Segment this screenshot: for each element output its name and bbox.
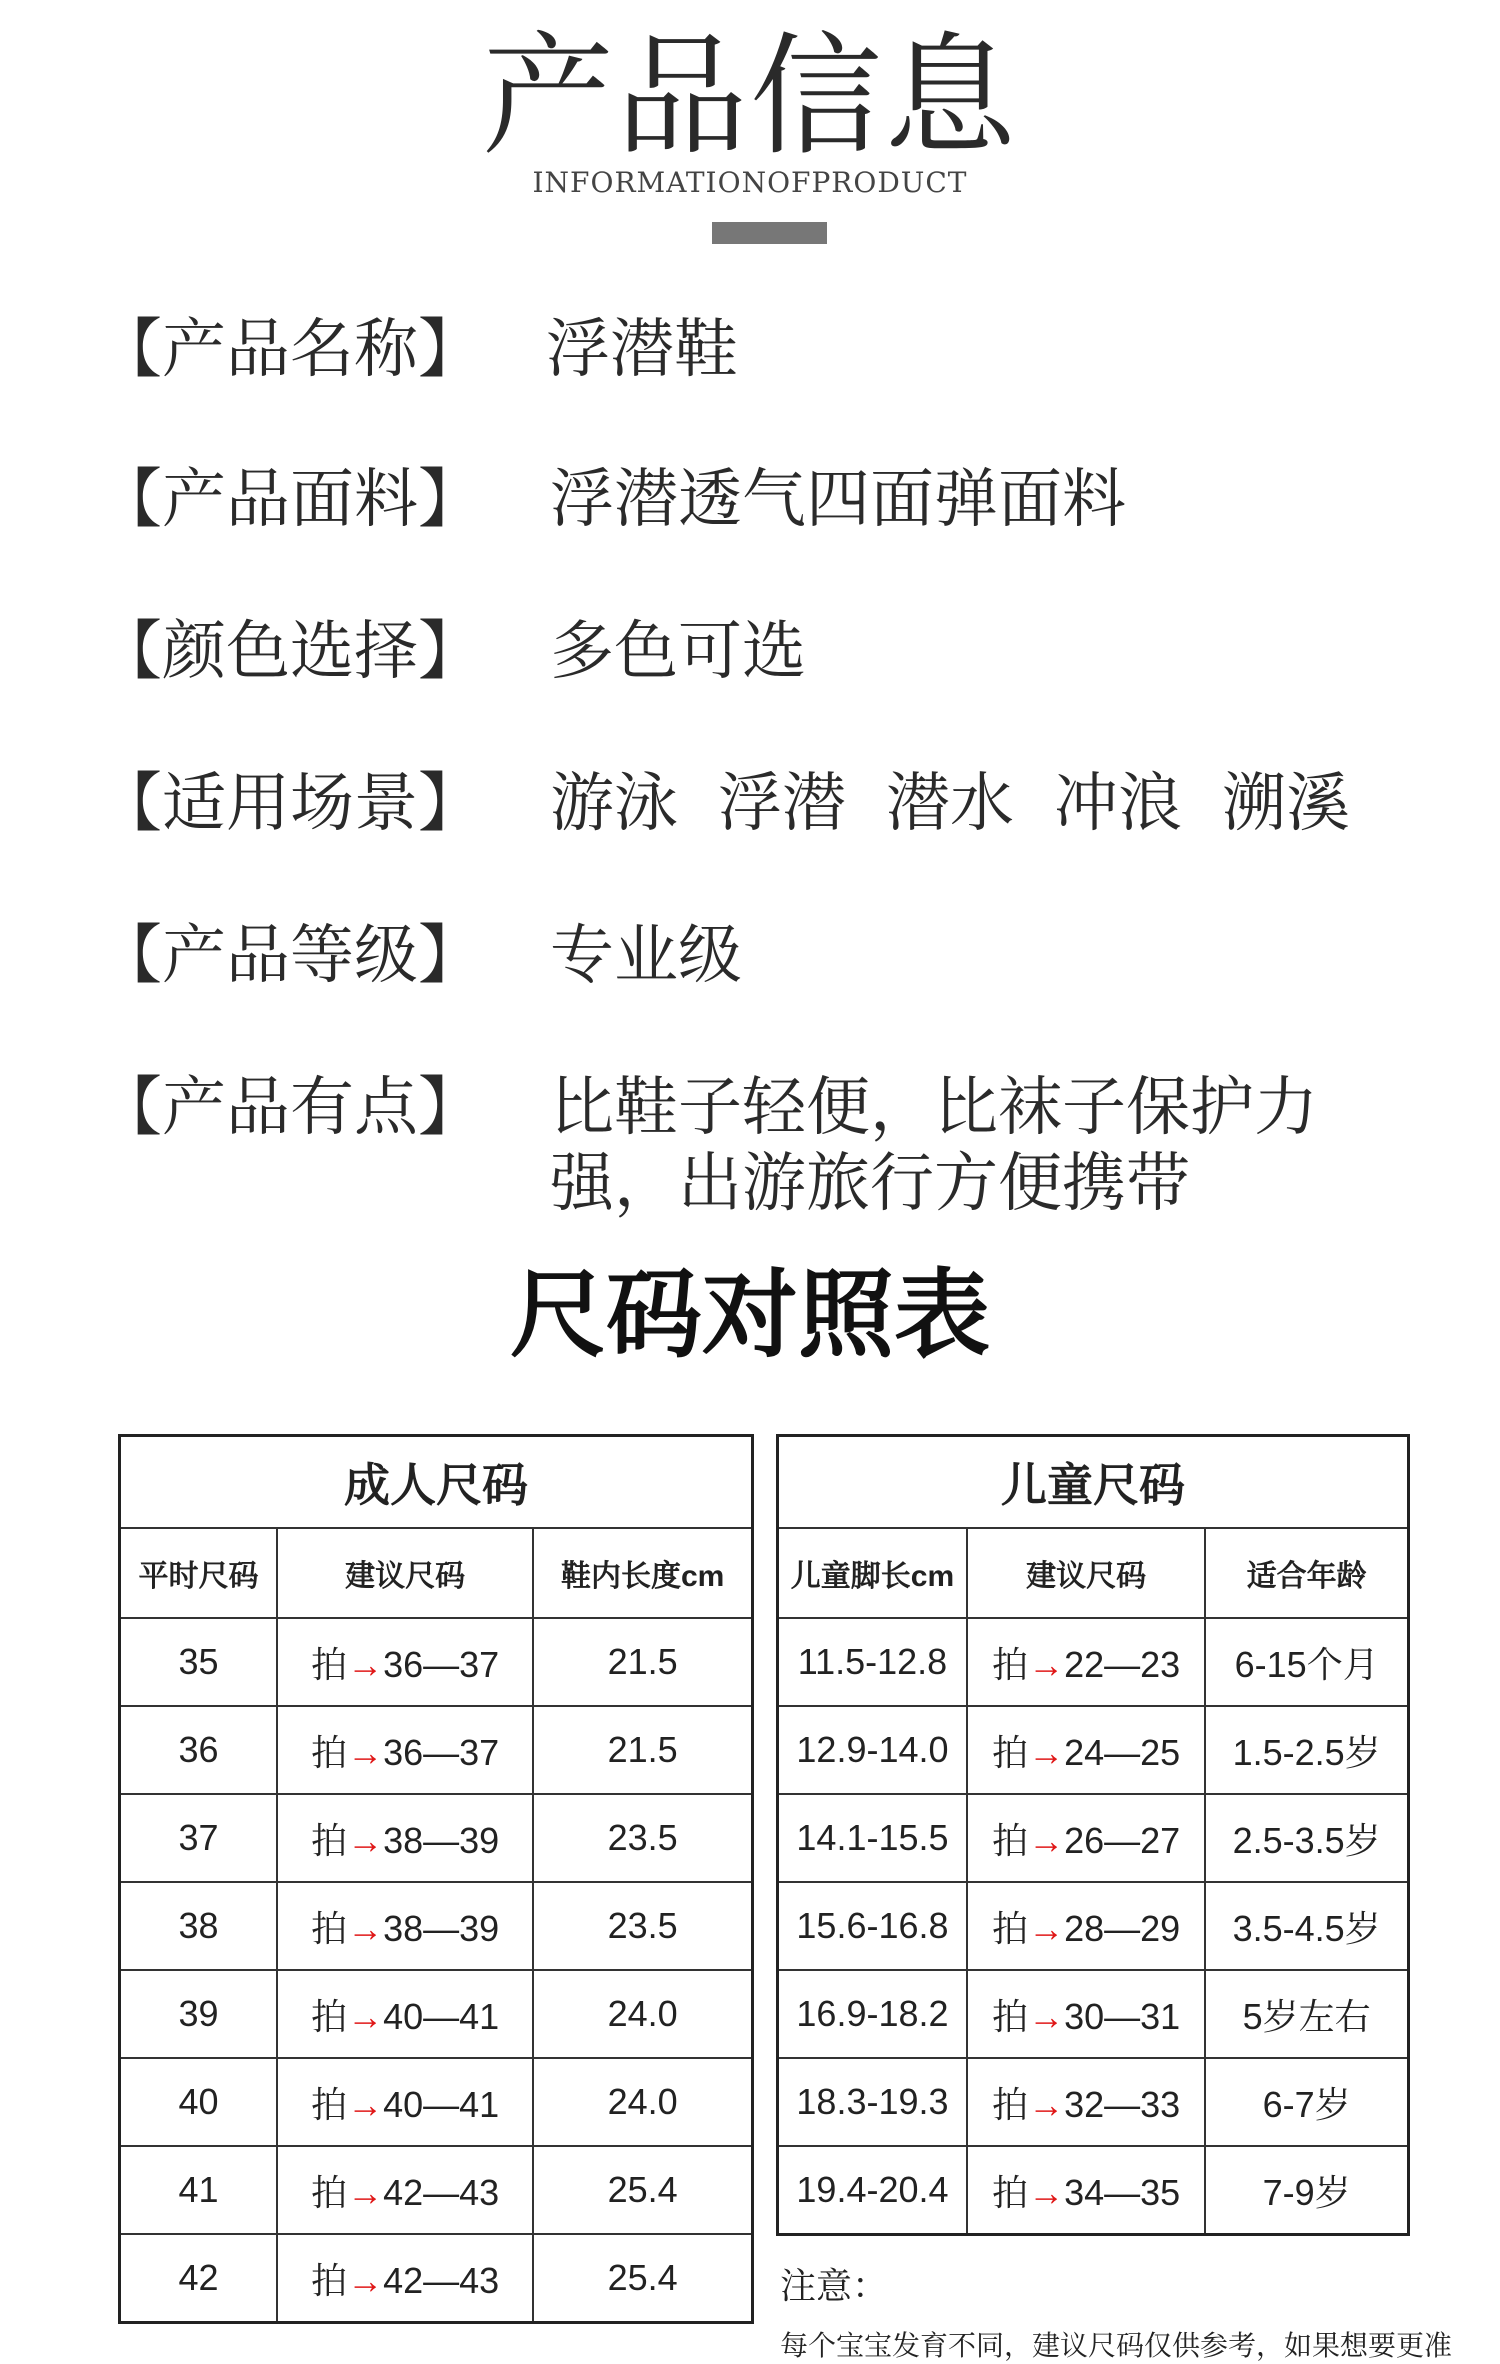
column-header: 鞋内长度cm xyxy=(533,1528,752,1618)
note-label: 注意： xyxy=(780,2266,889,2307)
table-row xyxy=(120,1970,753,2058)
info-value: 浮潜透气四面弹面料 xyxy=(550,463,1126,537)
table-cell: 23.5 xyxy=(533,1794,752,1882)
take-label: 拍 xyxy=(311,1907,348,1949)
page-subtitle: INFORMATIONOFPRODUCT xyxy=(532,166,968,199)
column-header: 儿童脚长cm xyxy=(778,1528,967,1618)
suggested-size-range: 40—41 xyxy=(383,1995,500,2037)
table-cell: 25.4 xyxy=(533,2234,752,2323)
info-label: 【产品有点】 xyxy=(98,1071,482,1145)
table-row xyxy=(778,1706,1409,1794)
table-cell: 25.4 xyxy=(533,2146,752,2234)
table-row xyxy=(120,2146,753,2234)
arrow-right-icon: → xyxy=(347,2171,384,2213)
table-cell: 42 xyxy=(120,2234,277,2323)
scene-tag: 冲浪 xyxy=(1054,767,1182,841)
suggested-size-cell xyxy=(967,2146,1205,2235)
take-label: 拍 xyxy=(311,1819,348,1861)
table-row xyxy=(120,1794,753,1882)
scene-tag: 游泳 xyxy=(550,767,678,841)
info-label: 【产品名称】 xyxy=(98,313,482,387)
table-cell: 21.5 xyxy=(533,1618,752,1706)
arrow-right-icon: → xyxy=(347,1731,384,1773)
suggested-size-cell xyxy=(967,1970,1205,2058)
table-cell: 14.1-15.5 xyxy=(778,1794,967,1882)
column-header: 平时尺码 xyxy=(120,1528,277,1618)
take-label: 拍 xyxy=(992,1731,1029,1773)
table-row xyxy=(778,2058,1409,2146)
suggested-size-range: 24—25 xyxy=(1064,1731,1181,1773)
arrow-right-icon: → xyxy=(347,1819,384,1861)
table-row xyxy=(778,1618,1409,1706)
arrow-right-icon: → xyxy=(347,2259,384,2301)
table-cell: 24.0 xyxy=(533,1970,752,2058)
arrow-right-icon: → xyxy=(347,1995,384,2037)
scene-tag: 浮潜 xyxy=(718,767,846,841)
arrow-right-icon: → xyxy=(1028,1731,1065,1773)
table-row xyxy=(120,1882,753,1970)
take-label: 拍 xyxy=(311,1731,348,1773)
suggested-size-cell xyxy=(277,1794,533,1882)
info-label: 【适用场景】 xyxy=(98,767,482,841)
table-cell: 40 xyxy=(120,2058,277,2146)
table-row xyxy=(120,2058,753,2146)
table-cell: 39 xyxy=(120,1970,277,2058)
suggested-size-cell xyxy=(277,2146,533,2234)
take-label: 拍 xyxy=(311,2171,348,2213)
suggested-size-range: 22—23 xyxy=(1064,1643,1181,1685)
take-label: 拍 xyxy=(311,1643,348,1685)
suggested-size-cell xyxy=(277,1970,533,2058)
table-caption-row xyxy=(778,1436,1409,1529)
adult-size-table xyxy=(118,1434,754,2324)
table-caption: 儿童尺码 xyxy=(778,1436,1409,1529)
info-value: 比鞋子轻便，比袜子保护力强，出游旅行方便携带 xyxy=(550,1071,1318,1221)
table-cell: 11.5-12.8 xyxy=(778,1618,967,1706)
arrow-right-icon: → xyxy=(1028,2083,1065,2125)
suggested-size-range: 40—41 xyxy=(383,2083,500,2125)
suggested-size-range: 34—35 xyxy=(1064,2171,1181,2213)
arrow-right-icon: → xyxy=(1028,1643,1065,1685)
table-row xyxy=(778,1882,1409,1970)
info-value: 专业级 xyxy=(550,919,742,993)
suggested-size-range: 38—39 xyxy=(383,1907,500,1949)
table-cell: 38 xyxy=(120,1882,277,1970)
size-chart-title: 尺码对照表 xyxy=(510,1259,990,1371)
take-label: 拍 xyxy=(992,2171,1029,2213)
table-cell: 1.5-2.5岁 xyxy=(1205,1706,1408,1794)
arrow-right-icon: → xyxy=(1028,2171,1065,2213)
table-row xyxy=(778,1794,1409,1882)
table-cell: 15.6-16.8 xyxy=(778,1882,967,1970)
take-label: 拍 xyxy=(992,1643,1029,1685)
table-caption-row xyxy=(120,1436,753,1529)
take-label: 拍 xyxy=(311,2083,348,2125)
suggested-size-range: 38—39 xyxy=(383,1819,500,1861)
info-label: 【颜色选择】 xyxy=(98,615,482,689)
table-header-row xyxy=(778,1528,1409,1618)
suggested-size-cell xyxy=(277,1618,533,1706)
scene-tags xyxy=(550,766,1450,842)
table-row xyxy=(778,2146,1409,2235)
take-label: 拍 xyxy=(992,1995,1029,2037)
table-cell: 18.3-19.3 xyxy=(778,2058,967,2146)
suggested-size-range: 36—37 xyxy=(383,1731,500,1773)
column-header: 适合年龄 xyxy=(1205,1528,1408,1618)
suggested-size-range: 42—43 xyxy=(383,2259,500,2301)
column-header: 建议尺码 xyxy=(967,1528,1205,1618)
table-cell: 37 xyxy=(120,1794,277,1882)
suggested-size-range: 30—31 xyxy=(1064,1995,1181,2037)
table-row xyxy=(120,1706,753,1794)
table-cell: 36 xyxy=(120,1706,277,1794)
take-label: 拍 xyxy=(311,2259,348,2301)
table-cell: 23.5 xyxy=(533,1882,752,1970)
info-value: 多色可选 xyxy=(550,615,806,689)
suggested-size-cell xyxy=(277,1706,533,1794)
suggested-size-cell xyxy=(277,2058,533,2146)
take-label: 拍 xyxy=(992,1819,1029,1861)
table-cell: 24.0 xyxy=(533,2058,752,2146)
info-label: 【产品等级】 xyxy=(98,919,482,993)
table-cell: 6-7岁 xyxy=(1205,2058,1408,2146)
column-header: 建议尺码 xyxy=(277,1528,533,1618)
table-cell: 12.9-14.0 xyxy=(778,1706,967,1794)
arrow-right-icon: → xyxy=(1028,1995,1065,2037)
arrow-right-icon: → xyxy=(347,1643,384,1685)
table-cell: 35 xyxy=(120,1618,277,1706)
child-size-table xyxy=(776,1434,1410,2236)
arrow-right-icon: → xyxy=(1028,1907,1065,1949)
take-label: 拍 xyxy=(992,2083,1029,2125)
table-row xyxy=(778,1970,1409,2058)
table-row xyxy=(120,2234,753,2323)
table-cell: 41 xyxy=(120,2146,277,2234)
table-cell: 21.5 xyxy=(533,1706,752,1794)
suggested-size-range: 42—43 xyxy=(383,2171,500,2213)
arrow-right-icon: → xyxy=(347,2083,384,2125)
info-label: 【产品面料】 xyxy=(98,463,482,537)
scene-tag: 溯溪 xyxy=(1222,767,1350,841)
table-cell: 2.5-3.5岁 xyxy=(1205,1794,1408,1882)
suggested-size-range: 36—37 xyxy=(383,1643,500,1685)
suggested-size-range: 28—29 xyxy=(1064,1907,1181,1949)
suggested-size-cell xyxy=(277,1882,533,1970)
table-cell: 6-15个月 xyxy=(1205,1618,1408,1706)
table-cell: 5岁左右 xyxy=(1205,1970,1408,2058)
table-row xyxy=(120,1618,753,1706)
info-value: 浮潜鞋 xyxy=(546,313,738,387)
table-cell: 3.5-4.5岁 xyxy=(1205,1882,1408,1970)
arrow-right-icon: → xyxy=(347,1907,384,1949)
suggested-size-cell xyxy=(967,1618,1205,1706)
suggested-size-cell xyxy=(277,2234,533,2323)
arrow-right-icon: → xyxy=(1028,1819,1065,1861)
suggested-size-range: 26—27 xyxy=(1064,1819,1181,1861)
suggested-size-range: 32—33 xyxy=(1064,2083,1181,2125)
suggested-size-cell xyxy=(967,1706,1205,1794)
table-cell: 19.4-20.4 xyxy=(778,2146,967,2235)
take-label: 拍 xyxy=(992,1907,1029,1949)
table-header-row xyxy=(120,1528,753,1618)
scene-tag: 潜水 xyxy=(886,767,1014,841)
table-cell: 7-9岁 xyxy=(1205,2146,1408,2235)
title-divider-bar xyxy=(712,222,827,244)
table-caption: 成人尺码 xyxy=(120,1436,753,1529)
table-cell: 16.9-18.2 xyxy=(778,1970,967,2058)
suggested-size-cell xyxy=(967,1882,1205,1970)
suggested-size-cell xyxy=(967,1794,1205,1882)
take-label: 拍 xyxy=(311,1995,348,2037)
page-title: 产品信息 xyxy=(482,20,1018,174)
suggested-size-cell xyxy=(967,2058,1205,2146)
note-text: 每个宝宝发育不同，建议尺码仅供参考，如果想要更准 xyxy=(780,2329,1453,2362)
